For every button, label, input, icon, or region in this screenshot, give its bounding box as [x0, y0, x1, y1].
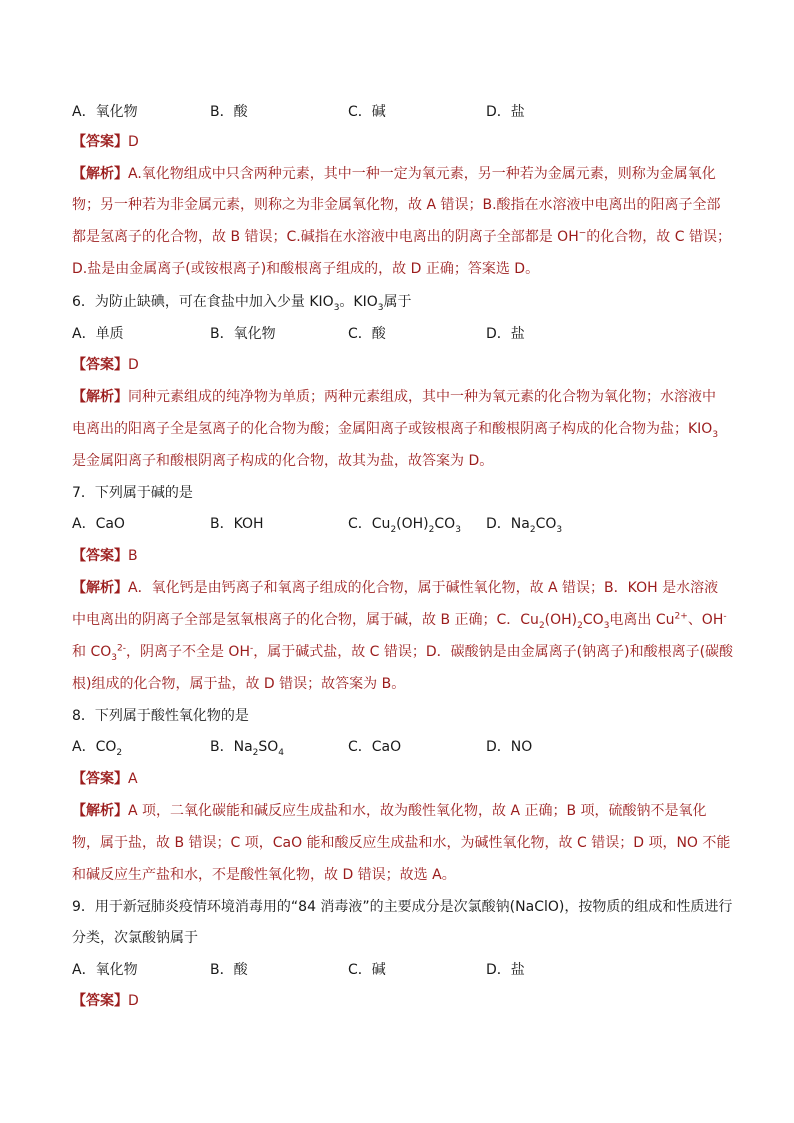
- q9-option-b: B．酸: [210, 962, 248, 978]
- superscript: -: [723, 611, 727, 622]
- answer-tag: 【答案】: [72, 134, 128, 150]
- q8-analysis-line-3: 和碱反应生产盐和水，不是酸性氧化物，故 D 错误；故选 A。: [72, 867, 456, 883]
- subscript: 3: [333, 302, 340, 313]
- q6-analysis-line-1: [72, 386, 716, 408]
- stem-text: 6．为防止缺碘，可在食盐中加入少量 KIO: [72, 294, 334, 310]
- q5-analysis-line-3: [72, 226, 731, 248]
- answer-tag: 【答案】: [72, 771, 128, 787]
- q7-answer: [72, 545, 138, 567]
- analysis-text: 的化合物，故 C 错误；: [586, 229, 731, 245]
- answer-value: D: [128, 993, 139, 1009]
- q7-analysis-line-3: [72, 641, 733, 663]
- q8-stem: 8．下列属于酸性氧化物的是: [72, 708, 249, 724]
- analysis-text: A 项，二氧化碳能和碱反应生成盐和水，故为酸性氧化物，故 A 正确；B 项，硫酸钠不是氧化: [128, 803, 707, 819]
- q9-option-a: A．氧化物: [72, 962, 138, 978]
- answer-tag: 【答案】: [72, 548, 128, 564]
- stem-text: 属于: [383, 294, 412, 310]
- answer-value: B: [128, 548, 138, 564]
- subscript: 2: [390, 524, 397, 535]
- analysis-text: 、OH: [687, 612, 724, 628]
- q6-option-b: B．氧化物: [210, 326, 276, 342]
- q5-option-b: B．酸: [210, 104, 248, 120]
- option-text: SO: [258, 739, 279, 755]
- subscript: 3: [603, 620, 610, 631]
- superscript: 2+: [674, 611, 688, 622]
- q5-analysis-line-1: [72, 163, 716, 185]
- analysis-text: A.氧化物组成中只含两种元素，其中一种一定为氧元素，另一种若为金属元素，则称为金属氧化: [128, 166, 716, 182]
- subscript: 3: [712, 429, 719, 440]
- analysis-tag: 【解析】: [72, 389, 128, 405]
- analysis-text: ，阴离子不全是 OH: [125, 644, 250, 660]
- subscript: 4: [278, 747, 285, 758]
- subscript: 2: [252, 747, 259, 758]
- q5-option-d: D．盐: [486, 104, 525, 120]
- q6-stem: [72, 291, 412, 313]
- stem-text: 。KIO: [339, 294, 378, 310]
- q8-option-a: [72, 736, 122, 758]
- subscript: 2: [538, 620, 545, 631]
- option-text: CO: [535, 516, 557, 532]
- q5-answer: [72, 131, 139, 153]
- analysis-tag: 【解析】: [72, 580, 128, 596]
- q9-option-d: D．盐: [486, 962, 525, 978]
- q8-option-b: [210, 736, 284, 758]
- q9-stem-line-1: 9．用于新冠肺炎疫情环境消毒用的“84 消毒液”的主要成分是次氯酸钠(NaClO)，按物质的组成和性质进行: [72, 899, 733, 915]
- q7-option-c: [348, 513, 461, 535]
- analysis-text: CO: [582, 612, 604, 628]
- q7-option-a: A．CaO: [72, 516, 125, 532]
- subscript: 2: [529, 524, 536, 535]
- subscript: 3: [556, 524, 563, 535]
- q5-option-c: C．碱: [348, 104, 386, 120]
- superscript: −: [578, 228, 587, 239]
- analysis-text: A．氧化钙是由钙离子和氧离子组成的化合物，属于碱性氧化物，故 A 错误；B．KOH 是水溶液: [128, 580, 719, 596]
- q7-analysis-line-2: [72, 609, 727, 631]
- analysis-text: ，属于碱式盐，故 C 错误；D．碳酸钠是由金属离子(钠离子)和酸根离子(碳酸: [253, 644, 734, 660]
- q5-analysis-line-4: D.盐是由金属离子(或铵根离子)和酸根离子组成的，故 D 正确；答案选 D。: [72, 261, 540, 277]
- analysis-text: 中电离出的阴离子全部是氢氧根离子的化合物，属于碱，故 B 正确；C．Cu: [72, 612, 539, 628]
- q7-analysis-line-4: 根)组成的化合物，属于盐，故 D 错误；故答案为 B。: [72, 676, 406, 692]
- q6-option-a: A．单质: [72, 326, 124, 342]
- q9-answer: [72, 990, 139, 1012]
- analysis-text: 都是氢离子的化合物，故 B 错误；C.碱指在水溶液中电离出的阴离子全部都是 OH: [72, 229, 579, 245]
- q8-analysis-line-1: [72, 800, 707, 822]
- option-text: CO: [434, 516, 456, 532]
- answer-value: D: [128, 134, 139, 150]
- q7-analysis-line-1: [72, 577, 718, 599]
- analysis-tag: 【解析】: [72, 166, 128, 182]
- answer-value: D: [128, 357, 139, 373]
- superscript: 2-: [116, 643, 126, 654]
- q6-option-c: C．酸: [348, 326, 386, 342]
- analysis-tag: 【解析】: [72, 803, 128, 819]
- q5-option-a: A．氧化物: [72, 104, 138, 120]
- subscript: 2: [116, 747, 123, 758]
- q8-analysis-line-2: 物，属于盐，故 B 错误；C 项，CaO 能和酸反应生成盐和水，为碱性氧化物，故 C 错误；D 项，NO 不能: [72, 835, 731, 851]
- answer-value: A: [128, 771, 138, 787]
- option-text: B．Na: [210, 739, 253, 755]
- q6-analysis-line-3: 是金属阳离子和酸根阴离子构成的化合物，故其为盐，故答案为 D。: [72, 453, 494, 469]
- option-text: (OH): [396, 516, 429, 532]
- superscript: -: [249, 643, 254, 654]
- analysis-text: 电离出 Cu: [609, 612, 675, 628]
- q5-analysis-line-2: 物；另一种若为非金属元素，则称之为非金属氧化物，故 A 错误；B.酸指在水溶液中电离出的阳离子全部: [72, 197, 721, 213]
- q8-option-d: D．NO: [486, 739, 533, 755]
- analysis-text: 同种元素组成的纯净物为单质；两种元素组成，其中一种为氧元素的化合物为氧化物；水溶液中: [128, 389, 716, 405]
- q8-option-c: C．CaO: [348, 739, 402, 755]
- answer-tag: 【答案】: [72, 993, 128, 1009]
- subscript: 2: [577, 620, 583, 631]
- analysis-text: 电离出的阳离子全是氢离子的化合物为酸；金属阳离子或铵根离子和酸根阴离子构成的化合物为盐；KIO: [72, 421, 713, 437]
- q6-analysis-line-2: [72, 418, 718, 440]
- q9-stem-line-2: 分类，次氯酸钠属于: [72, 930, 198, 946]
- q9-option-c: C．碱: [348, 962, 386, 978]
- subscript: 2: [428, 524, 435, 535]
- analysis-text: 和 CO: [72, 644, 112, 660]
- q6-option-d: D．盐: [486, 326, 525, 342]
- q7-stem: 7．下列属于碱的是: [72, 485, 193, 501]
- option-text: D．Na: [486, 516, 530, 532]
- q7-option-d: [486, 513, 562, 535]
- subscript: 3: [455, 524, 461, 535]
- answer-tag: 【答案】: [72, 357, 128, 373]
- option-text: A．CO: [72, 739, 117, 755]
- q8-answer: [72, 768, 138, 790]
- subscript: 3: [111, 652, 117, 663]
- analysis-text: (OH): [544, 612, 578, 628]
- q7-option-b: B．KOH: [210, 516, 264, 532]
- q6-answer: [72, 354, 139, 376]
- subscript: 3: [377, 302, 384, 313]
- option-text: C．Cu: [348, 516, 391, 532]
